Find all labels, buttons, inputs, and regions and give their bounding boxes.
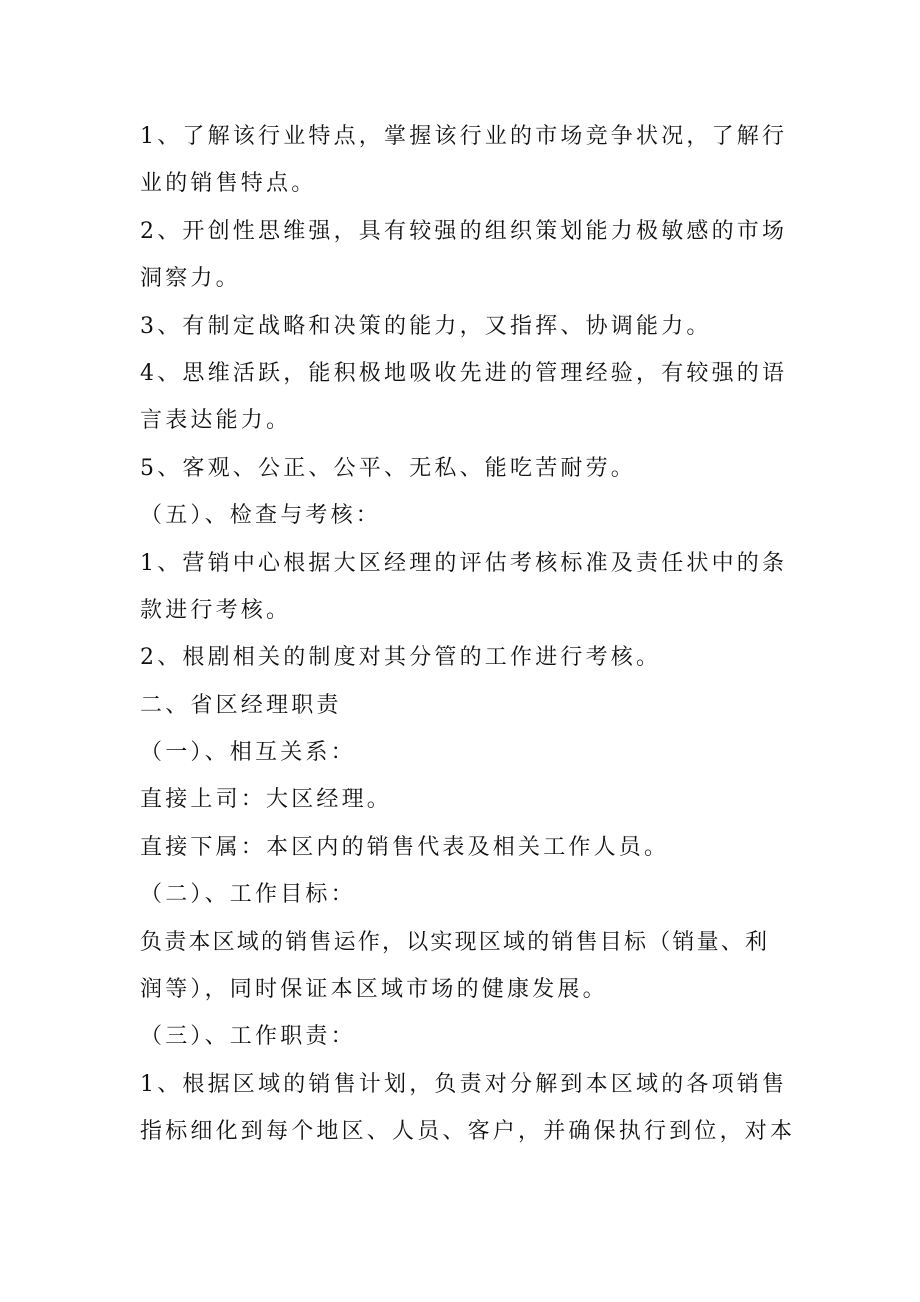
- chapter-heading: 二、省区经理职责: [140, 692, 342, 718]
- text-line: 言表达能力。: [140, 408, 292, 434]
- text-line: 1、了解该行业特点，掌握该行业的市场竞争状况，了解行: [140, 124, 788, 149]
- section-heading: （三）、工作职责：: [140, 1024, 356, 1050]
- section-heading: （五）、检查与考核：: [140, 503, 382, 529]
- text-line: 3、有制定战略和决策的能力，又指挥、协调能力。: [140, 313, 712, 339]
- text-line: 直接下属：本区内的销售代表及相关工作人员。: [140, 834, 670, 860]
- text-line: 1、营销中心根据大区经理的评估考核标准及责任状中的条: [140, 550, 788, 576]
- section-heading: （二）、工作目标：: [140, 882, 356, 908]
- text-line: 指标细化到每个地区、人员、客户，并确保执行到位，对本: [140, 1119, 796, 1145]
- text-line: 润等），同时保证本区域市场的健康发展。: [140, 977, 608, 1003]
- text-line: 洞察力。: [140, 266, 241, 292]
- text-line: 直接上司：大区经理。: [140, 787, 393, 813]
- document-body: [140, 113, 796, 1156]
- text-line: 4、思维活跃，能积极地吸收先进的管理经验，有较强的语: [140, 360, 788, 386]
- text-line: 1、根据区域的销售计划，负责对分解到本区域的各项销售: [140, 1071, 788, 1097]
- text-line: 5、客观、公正、公平、无私、能吃苦耐劳。: [140, 455, 636, 481]
- section-heading: （一）、相互关系：: [140, 740, 356, 766]
- text-line: 业的销售特点。: [140, 171, 317, 197]
- text-line: 款进行考核。: [140, 597, 292, 623]
- text-line: 2、开创性思维强，具有较强的组织策划能力极敏感的市场: [140, 218, 788, 244]
- text-line: 负责本区域的销售运作，以实现区域的销售目标（销量、利: [140, 929, 770, 955]
- text-line: 2、根剧相关的制度对其分管的工作进行考核。: [140, 645, 662, 671]
